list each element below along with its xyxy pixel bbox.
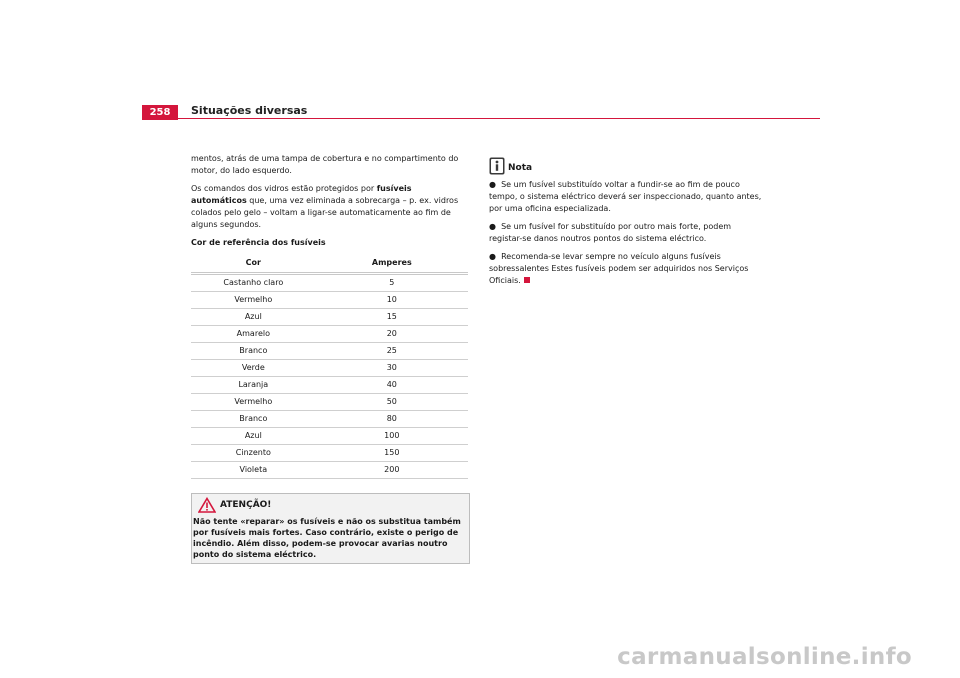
section-end-icon: [524, 277, 530, 283]
table-row: [191, 462, 468, 479]
paragraph-bold-text: fusíveis automáticos: [191, 184, 412, 205]
amperes-cell: 50: [316, 394, 468, 411]
color-cell: Vermelho: [191, 394, 316, 411]
warning-title: ATENÇÃO!: [220, 500, 272, 510]
note-bullet: [489, 179, 765, 215]
color-cell: Branco: [191, 343, 316, 360]
footer-watermark: carmanualsonline.info: [617, 644, 912, 670]
warning-box: [191, 493, 470, 564]
amperes-cell: 150: [316, 445, 468, 462]
warning-triangle-icon: [198, 497, 216, 513]
table-row: [191, 360, 468, 377]
note-info-icon: [489, 157, 505, 175]
note-bullet: [489, 251, 765, 287]
amperes-cell: 15: [316, 309, 468, 326]
note-bullet: [489, 221, 765, 245]
amperes-cell: 80: [316, 411, 468, 428]
intro-paragraph: mentos, atrás de uma tampa de cobertura e no compartimento do motor, do lado esquerdo.: [191, 154, 459, 175]
column-header-color: Cor: [191, 255, 316, 274]
color-cell: Laranja: [191, 377, 316, 394]
table-row: [191, 343, 468, 360]
table-row: [191, 274, 468, 292]
note-header: [489, 155, 765, 175]
table-row: [191, 309, 468, 326]
amperes-cell: 200: [316, 462, 468, 479]
color-cell: Amarelo: [191, 326, 316, 343]
amperes-cell: 100: [316, 428, 468, 445]
table-row: [191, 445, 468, 462]
color-cell: Azul: [191, 309, 316, 326]
note-bullet-text: Se um fusível substituído voltar a fundir-se ao fim de pouco tempo, o sistema eléctrico deverá ser inspeccionado, quanto antes, por uma oficina especializada.: [489, 180, 762, 213]
warning-header: [192, 494, 469, 516]
color-cell: Castanho claro: [191, 274, 316, 292]
amperes-cell: 5: [316, 274, 468, 292]
amperes-cell: 10: [316, 292, 468, 309]
amperes-cell: 40: [316, 377, 468, 394]
amperes-cell: 20: [316, 326, 468, 343]
note-bullet-text: Se um fusível for substituído por outro mais forte, podem registar-se danos noutros pontos do sistema eléctrico.: [489, 222, 732, 243]
table-header-row: [191, 255, 468, 274]
table-row: [191, 326, 468, 343]
color-cell: Azul: [191, 428, 316, 445]
color-cell: Cinzento: [191, 445, 316, 462]
right-column: [489, 155, 765, 293]
column-header-amperes: Amperes: [316, 255, 468, 274]
color-cell: Verde: [191, 360, 316, 377]
paragraph-text: que, uma vez eliminada a sobrecarga – p. ex. vidros colados pelo gelo – voltam a ligar-se automaticamente ao fim de alguns segundos.: [191, 196, 459, 229]
table-row: [191, 377, 468, 394]
color-cell: Vermelho: [191, 292, 316, 309]
color-cell: Branco: [191, 411, 316, 428]
table-row: [191, 428, 468, 445]
table-heading: Cor de referência dos fusíveis: [191, 238, 326, 247]
left-column: [191, 153, 468, 564]
amperes-cell: 25: [316, 343, 468, 360]
auto-fuse-paragraph: [191, 183, 468, 231]
fuse-color-table: [191, 255, 468, 479]
table-row: [191, 292, 468, 309]
paragraph-text: Os comandos dos vidros estão protegidos por: [191, 184, 377, 193]
page-number: 258: [142, 105, 178, 120]
color-cell: Violeta: [191, 462, 316, 479]
note-title: Nota: [508, 163, 533, 173]
table-row: [191, 411, 468, 428]
bullet-icon: ●: [489, 252, 496, 261]
warning-text: Não tente «reparar» os fusíveis e não os substitua também por fusíveis mais fortes. Caso contrário, existe o perigo de incêndio. Além disso, podem-se provocar avarias noutro ponto do sistema eléctrico.: [193, 517, 461, 559]
header-divider: [142, 118, 820, 119]
amperes-cell: 30: [316, 360, 468, 377]
note-bullet-text: Recomenda-se levar sempre no veículo alguns fusíveis sobressalentes Estes fusíveis podem ser adquiridos nos Serviços Oficiais.: [489, 252, 749, 285]
bullet-icon: ●: [489, 180, 496, 189]
table-row: [191, 394, 468, 411]
section-title: Situações diversas: [191, 104, 308, 117]
bullet-icon: ●: [489, 222, 496, 231]
